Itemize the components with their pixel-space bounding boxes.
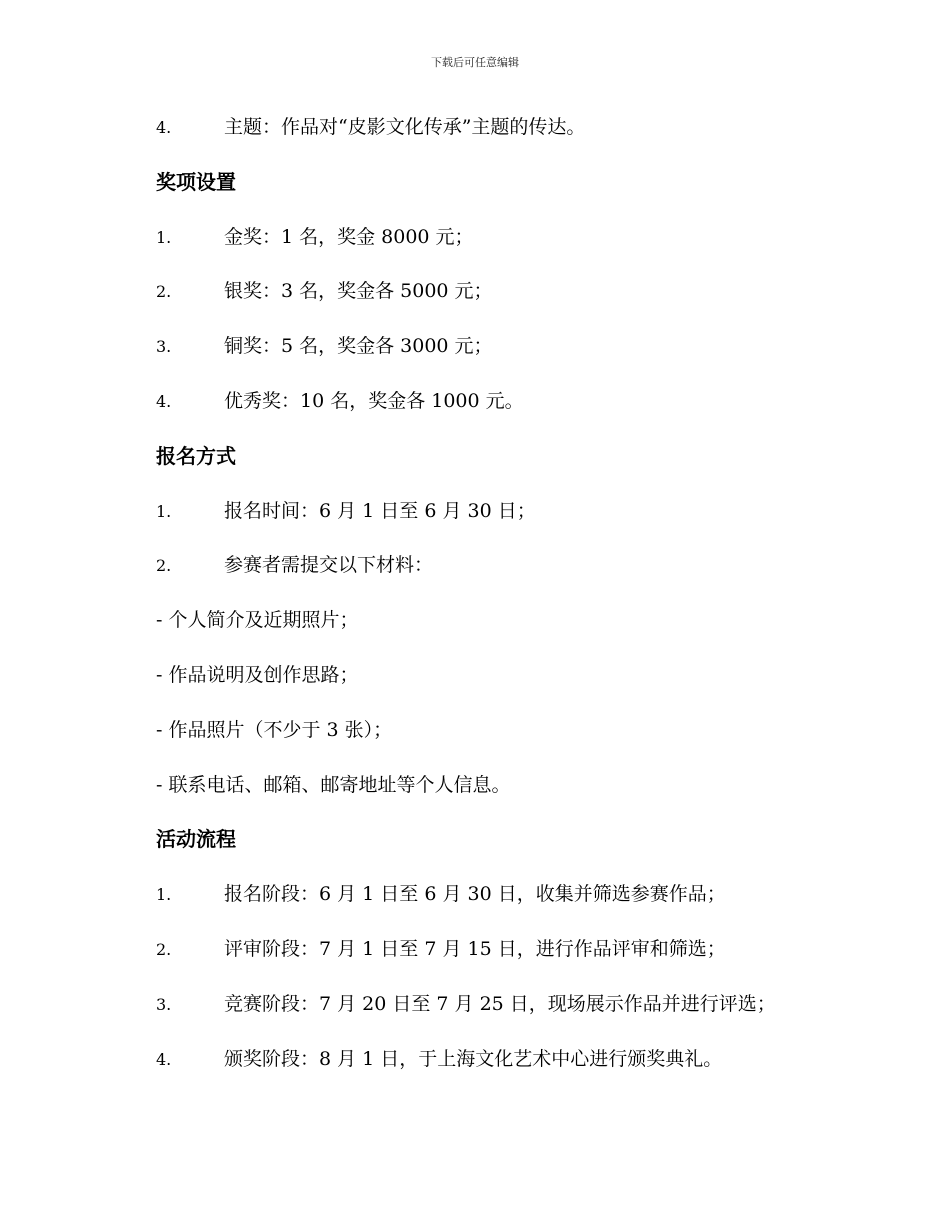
list-item bbox=[156, 882, 726, 907]
list-item bbox=[156, 937, 726, 962]
list-item-text: 报名阶段：6 月 1 日至 6 月 30 日，收集并筛选参赛作品； bbox=[224, 883, 726, 906]
list-item-number: 2. bbox=[156, 940, 172, 959]
list-item-text: 报名时间：6 月 1 日至 6 月 30 日； bbox=[224, 499, 536, 522]
list-item-text: 铜奖：5 名，奖金各 3000 元； bbox=[224, 335, 493, 358]
list-item-number: 1. bbox=[156, 885, 172, 905]
list-item-text: 参赛者需提交以下材料： bbox=[224, 554, 434, 577]
list-item bbox=[156, 225, 474, 250]
bullet-item: - 个人简介及近期照片； bbox=[156, 609, 359, 632]
list-item-number: 4. bbox=[156, 1049, 172, 1069]
section-heading: 报名方式 bbox=[156, 443, 236, 468]
list-item bbox=[156, 553, 433, 578]
section-heading: 活动流程 bbox=[156, 827, 236, 852]
list-item bbox=[156, 279, 493, 304]
list-item-number: 3. bbox=[156, 994, 172, 1014]
list-item-text: 优秀奖：10 名，奖金各 1000 元。 bbox=[224, 390, 524, 412]
list-item-text: 竞赛阶段：7 月 20 日至 7 月 25 日，现场展示作品并进行评选； bbox=[224, 992, 776, 1015]
bullet-item: - 作品照片（不少于 3 张）； bbox=[156, 718, 393, 741]
page-header: 下载后可任意编辑 bbox=[431, 56, 519, 69]
list-item bbox=[156, 115, 585, 140]
list-item-number: 1. bbox=[156, 227, 172, 247]
list-item-number: 4. bbox=[156, 392, 172, 411]
list-item-text: 金奖：1 名，奖金 8000 元； bbox=[224, 225, 474, 248]
list-item-number: 1. bbox=[156, 501, 172, 521]
list-item-text: 主题：作品对“皮影文化传承”主题的传达。 bbox=[224, 116, 586, 138]
list-item bbox=[156, 389, 524, 414]
list-item bbox=[156, 992, 776, 1017]
list-item-number: 2. bbox=[156, 282, 172, 302]
list-item-text: 颁奖阶段：8 月 1 日，于上海文化艺术中心进行颁奖典礼。 bbox=[224, 1047, 723, 1070]
list-item bbox=[156, 334, 493, 359]
list-item-number: 3. bbox=[156, 337, 172, 357]
list-item bbox=[156, 499, 536, 524]
list-item-number: 2. bbox=[156, 556, 172, 576]
bullet-item: - 联系电话、邮箱、邮寄地址等个人信息。 bbox=[156, 773, 511, 796]
bullet-item: - 作品说明及创作思路； bbox=[156, 664, 359, 686]
section-heading: 奖项设置 bbox=[156, 169, 236, 194]
list-item-text: 银奖：3 名，奖金各 5000 元； bbox=[224, 280, 493, 303]
list-item bbox=[156, 1047, 722, 1072]
list-item-text: 评审阶段：7 月 1 日至 7 月 15 日，进行作品评审和筛选； bbox=[224, 938, 726, 960]
list-item-number: 4. bbox=[156, 118, 172, 137]
